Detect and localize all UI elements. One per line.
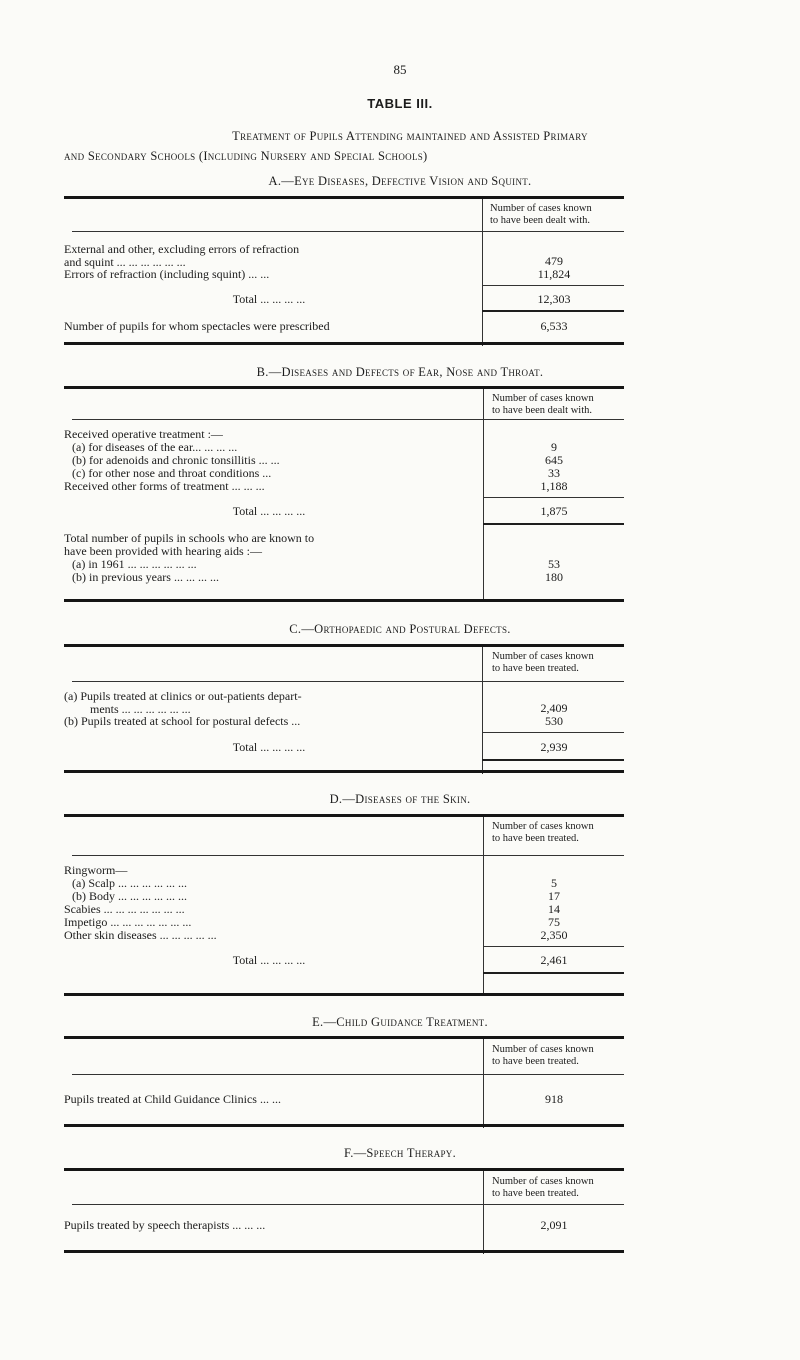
column-header-line2: to have been treated.	[492, 1188, 579, 1199]
column-header	[492, 651, 594, 675]
total-underline	[482, 759, 624, 761]
row-value: 645	[545, 453, 563, 467]
header-rule	[72, 1204, 624, 1205]
column-header	[492, 821, 594, 845]
section-e-title: E.—Child Guidance Treatment.	[312, 1015, 488, 1029]
header-rule	[72, 419, 624, 420]
column-header-line1: Number of cases known	[492, 651, 594, 662]
bottom-rule	[64, 993, 624, 996]
row-label: (a) Scalp ... ... ... ... ... ...	[72, 876, 187, 890]
row-label: (b) for adenoids and chronic tonsillitis ... ...	[72, 453, 280, 467]
top-rule	[64, 814, 624, 817]
row-label: Number of pupils for whom spectacles were prescribed	[64, 319, 330, 333]
label-line: ments ... ... ... ... ... ...	[90, 701, 191, 716]
row-value: 5	[551, 876, 557, 890]
total-rule	[483, 497, 624, 498]
total-value: 1,875	[540, 504, 568, 518]
row-value: 9	[551, 440, 557, 454]
row-value: 530	[545, 714, 563, 728]
row-value: 53	[548, 557, 560, 571]
column-header	[492, 1176, 594, 1200]
top-rule	[64, 1168, 624, 1171]
total-value: 2,939	[540, 740, 568, 754]
column-header-line2: to have been dealt with.	[490, 215, 591, 226]
row-value: 2,091	[540, 1218, 568, 1232]
section-d-title: D.—Diseases of the Skin.	[329, 792, 471, 806]
section-f-title: F.—Speech Therapy.	[343, 1146, 457, 1160]
total-value: 2,461	[540, 953, 568, 967]
row-value: 180	[545, 570, 563, 584]
row-value: 33	[548, 466, 560, 480]
total-label: Total ... ... ... ...	[232, 953, 306, 967]
column-header-line2: to have been dealt with.	[492, 405, 593, 416]
total-underline	[483, 972, 624, 974]
row-label: Received operative treatment :—	[64, 427, 223, 441]
section-e-table	[64, 1036, 624, 1128]
top-rule	[64, 644, 624, 647]
label-line: External and other, excluding errors of refraction	[64, 242, 300, 256]
column-divider	[483, 1171, 484, 1254]
bottom-rule	[64, 1124, 624, 1127]
section-f-table	[64, 1168, 624, 1254]
label-line: and squint ... ... ... ... ... ...	[64, 254, 186, 269]
top-rule	[64, 1036, 624, 1039]
column-divider	[482, 199, 483, 346]
total-rule	[483, 946, 624, 947]
header-rule	[72, 1074, 624, 1075]
total-label: Total ... ... ... ...	[232, 740, 306, 754]
row-value: 479	[545, 254, 563, 268]
header-rule	[72, 681, 624, 682]
total-underline	[482, 310, 624, 312]
section-d-table	[64, 814, 624, 996]
section-a-table	[64, 196, 624, 346]
row-label	[64, 532, 474, 557]
row-label: Errors of refraction (including squint) ... ...	[64, 267, 270, 281]
row-label: (a) in 1961 ... ... ... ... ... ...	[72, 557, 197, 571]
table-heading-line2: and Secondary Schools (Including Nursery and Special Schools)	[64, 149, 428, 163]
row-value: 11,824	[537, 267, 571, 281]
row-label: (b) Pupils treated at school for postural defects ...	[64, 714, 301, 728]
column-header-line2: to have been treated.	[492, 663, 579, 674]
column-header-line1: Number of cases known	[492, 821, 594, 832]
top-rule	[64, 196, 624, 199]
column-header-line2: to have been treated.	[492, 1056, 579, 1067]
section-a-title: A.—Eye Diseases, Defective Vision and Squint.	[268, 174, 532, 188]
row-value: 75	[548, 915, 560, 929]
row-label: Pupils treated by speech therapists ... ... ...	[64, 1218, 266, 1232]
row-label: (b) Body ... ... ... ... ... ...	[72, 889, 187, 903]
row-value: 6,533	[540, 319, 568, 333]
bottom-rule	[64, 770, 624, 773]
column-header	[492, 393, 594, 417]
total-underline	[483, 523, 624, 525]
label-line: Total number of pupils in schools who are known to	[64, 531, 315, 545]
row-value: 17	[548, 889, 560, 903]
bottom-rule	[64, 342, 624, 345]
row-label: Pupils treated at Child Guidance Clinics ... ...	[64, 1092, 281, 1106]
table-title: TABLE III.	[367, 96, 433, 111]
row-label: Scabies ... ... ... ... ... ... ...	[64, 902, 185, 916]
row-value: 2,350	[540, 928, 568, 942]
total-label: Total ... ... ... ...	[232, 504, 306, 518]
column-header	[490, 203, 592, 227]
column-header-line1: Number of cases known	[492, 1176, 594, 1187]
row-label	[64, 690, 474, 715]
row-label: (b) in previous years ... ... ... ...	[72, 570, 219, 584]
row-value: 918	[545, 1092, 563, 1106]
row-label: Impetigo ... ... ... ... ... ... ...	[64, 915, 192, 929]
section-b-table	[64, 386, 624, 602]
section-b-title: B.—Diseases and Defects of Ear, Nose and Throat.	[256, 365, 544, 379]
section-c-table	[64, 644, 624, 774]
column-header-line1: Number of cases known	[492, 393, 594, 404]
column-divider	[483, 1039, 484, 1128]
header-rule	[72, 855, 624, 856]
row-value: 2,409	[540, 701, 568, 715]
column-header-line1: Number of cases known	[490, 203, 592, 214]
top-rule	[64, 386, 624, 389]
total-rule	[482, 732, 624, 733]
row-label: Received other forms of treatment ... ... ...	[64, 479, 265, 493]
bottom-rule	[64, 1250, 624, 1253]
row-value: 1,188	[540, 479, 568, 493]
row-label: (a) for diseases of the ear... ... ... ...	[72, 440, 238, 454]
row-label: (c) for other nose and throat conditions ...	[72, 466, 272, 480]
row-value: 14	[548, 902, 560, 916]
total-rule	[482, 285, 624, 286]
column-header	[492, 1044, 594, 1068]
row-label: Other skin diseases ... ... ... ... ...	[64, 928, 217, 942]
table-heading-line1: Treatment of Pupils Attending maintained and Assisted Primary	[232, 129, 588, 143]
column-divider	[482, 647, 483, 774]
total-value: 12,303	[537, 292, 571, 306]
column-header-line1: Number of cases known	[492, 1044, 594, 1055]
section-c-title: C.—Orthopaedic and Postural Defects.	[289, 622, 511, 636]
row-label	[64, 243, 474, 268]
header-rule	[72, 231, 624, 232]
label-line: (a) Pupils treated at clinics or out-patients depart-	[64, 689, 302, 703]
column-header-line2: to have been treated.	[492, 833, 579, 844]
total-label: Total ... ... ... ...	[232, 292, 306, 306]
bottom-rule	[64, 599, 624, 602]
row-label: Ringworm—	[64, 863, 128, 877]
label-line: have been provided with hearing aids :—	[64, 543, 262, 558]
page-number: 85	[393, 62, 407, 77]
